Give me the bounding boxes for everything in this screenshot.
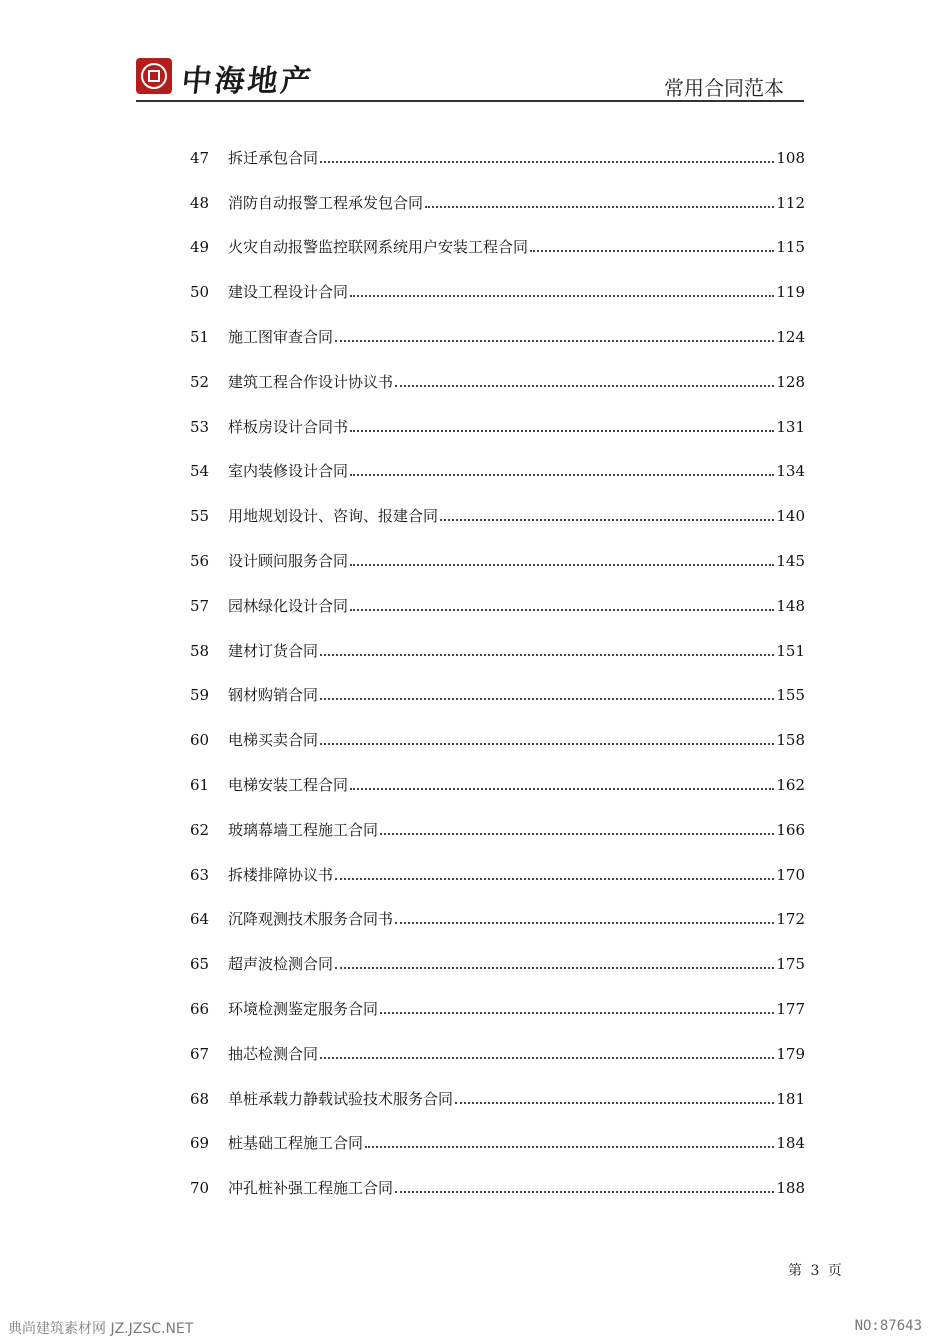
toc-entry-page: 128 [776, 372, 805, 391]
toc-entry-number: 61 [190, 776, 210, 795]
toc-entry[interactable] [190, 1166, 805, 1211]
toc-entry-title: 设计顾问服务合同 [228, 552, 349, 571]
toc-entry-page: 181 [776, 1089, 805, 1108]
toc-entry-number: 50 [190, 283, 210, 302]
toc-entry-page: 134 [776, 462, 805, 481]
toc-entry[interactable] [190, 584, 805, 629]
company-logo-text: 中海地产 [179, 64, 316, 99]
toc-dot-leader [320, 160, 774, 163]
toc-entry-title: 拆楼排障协议书 [228, 865, 334, 884]
toc-entry-title: 建材订货合同 [228, 641, 319, 660]
toc-entry-number: 60 [190, 731, 210, 750]
toc-entry-page: 172 [776, 910, 805, 929]
toc-entry[interactable] [190, 987, 805, 1032]
toc-entry[interactable] [190, 539, 805, 584]
toc-dot-leader [320, 697, 774, 700]
toc-entry-number: 48 [190, 193, 210, 212]
toc-entry-title: 电梯安装工程合同 [228, 776, 349, 795]
toc-entry[interactable] [190, 405, 805, 450]
toc-dot-leader [350, 563, 774, 566]
toc-entry-number: 68 [190, 1089, 210, 1108]
toc-entry[interactable] [190, 942, 805, 987]
toc-dot-leader [455, 1101, 774, 1104]
toc-entry-page: 151 [776, 641, 805, 660]
toc-entry-title: 单桩承载力静载试验技术服务合同 [228, 1089, 454, 1108]
toc-dot-leader [335, 966, 774, 969]
toc-entry-page: 145 [776, 552, 805, 571]
toc-entry-title: 沉降观测技术服务合同书 [228, 910, 394, 929]
toc-entry-number: 59 [190, 686, 210, 705]
toc-dot-leader [365, 1145, 774, 1148]
toc-entry-page: 177 [776, 1000, 805, 1019]
toc-entry-title: 样板房设计合同书 [228, 417, 349, 436]
toc-entry[interactable] [190, 181, 805, 226]
toc-entry[interactable] [190, 494, 805, 539]
toc-dot-leader [320, 653, 774, 656]
toc-entry-title: 室内装修设计合同 [228, 462, 349, 481]
toc-dot-leader [380, 1011, 774, 1014]
toc-entry-page: 119 [776, 283, 805, 302]
toc-dot-leader [350, 787, 774, 790]
toc-entry-page: 179 [776, 1044, 805, 1063]
toc-entry-page: 140 [776, 507, 805, 526]
toc-entry[interactable] [190, 629, 805, 674]
toc-dot-leader [320, 742, 774, 745]
page-header [136, 54, 804, 102]
toc-entry[interactable] [190, 853, 805, 898]
toc-entry-title: 建设工程设计合同 [228, 283, 349, 302]
toc-dot-leader [395, 921, 774, 924]
toc-entry[interactable] [190, 718, 805, 763]
toc-entry-page: 131 [776, 417, 805, 436]
toc-entry[interactable] [190, 136, 805, 181]
toc-entry-number: 49 [190, 238, 210, 257]
toc-dot-leader [395, 1190, 774, 1193]
toc-entry-number: 63 [190, 865, 210, 884]
toc-entry-page: 166 [776, 820, 805, 839]
toc-entry-title: 建筑工程合作设计协议书 [228, 372, 394, 391]
toc-entry[interactable] [190, 674, 805, 719]
toc-entry-page: 188 [776, 1179, 805, 1198]
toc-entry[interactable] [190, 226, 805, 271]
page-number: 第 3 页 [788, 1263, 842, 1279]
toc-entry-title: 冲孔桩补强工程施工合同 [228, 1179, 394, 1198]
toc-entry-page: 148 [776, 596, 805, 615]
toc-entry-page: 155 [776, 686, 805, 705]
toc-dot-leader [350, 473, 774, 476]
toc-entry-page: 158 [776, 731, 805, 750]
toc-entry-number: 53 [190, 417, 210, 436]
toc-entry-title: 施工图审查合同 [228, 328, 334, 347]
company-logo-icon [136, 58, 172, 94]
toc-dot-leader [425, 205, 774, 208]
header-divider [136, 100, 804, 102]
toc-entry-title: 抽芯检测合同 [228, 1044, 319, 1063]
toc-entry-number: 57 [190, 596, 210, 615]
toc-entry-title: 钢材购销合同 [228, 686, 319, 705]
toc-entry-title: 火灾自动报警监控联网系统用户安装工程合同 [228, 238, 529, 257]
toc-entry-title: 园林绿化设计合同 [228, 596, 349, 615]
watermark-site: 典尚建筑素材网 JZ.JZSC.NET [8, 1321, 194, 1337]
toc-entry[interactable] [190, 1122, 805, 1167]
toc-entry-number: 54 [190, 462, 210, 481]
toc-entry[interactable] [190, 808, 805, 853]
toc-entry-page: 108 [776, 148, 805, 167]
toc-entry[interactable] [190, 1032, 805, 1077]
toc-entry-title: 桩基础工程施工合同 [228, 1134, 364, 1153]
toc-dot-leader [335, 339, 774, 342]
toc-entry-page: 115 [776, 238, 805, 257]
toc-dot-leader [320, 1056, 774, 1059]
toc-entry-title: 消防自动报警工程承发包合同 [228, 193, 424, 212]
toc-entry-title: 用地规划设计、咨询、报建合同 [228, 507, 439, 526]
toc-entry-number: 69 [190, 1134, 210, 1153]
toc-dot-leader [350, 608, 774, 611]
toc-entry-number: 56 [190, 552, 210, 571]
toc-dot-leader [335, 877, 774, 880]
toc-entry-page: 170 [776, 865, 805, 884]
toc-entry-number: 70 [190, 1179, 210, 1198]
toc-entry[interactable] [190, 898, 805, 943]
toc-dot-leader [350, 429, 774, 432]
toc-entry[interactable] [190, 1077, 805, 1122]
toc-dot-leader [395, 384, 774, 387]
toc-entry-number: 51 [190, 328, 210, 347]
document-title: 常用合同范本 [664, 76, 784, 100]
toc-entry-number: 58 [190, 641, 210, 660]
watermark-id: NO:87643 [854, 1318, 922, 1334]
toc-entry-title: 环境检测鉴定服务合同 [228, 1000, 379, 1019]
toc-entry-number: 62 [190, 820, 210, 839]
toc-entry[interactable] [190, 360, 805, 405]
toc-entry-title: 玻璃幕墙工程施工合同 [228, 820, 379, 839]
toc-entry-page: 175 [776, 955, 805, 974]
toc-entry[interactable] [190, 763, 805, 808]
toc-entry-page: 112 [776, 193, 805, 212]
toc-entry-page: 184 [776, 1134, 805, 1153]
toc-entry-number: 67 [190, 1044, 210, 1063]
toc-dot-leader [380, 832, 774, 835]
toc-entry-number: 52 [190, 372, 210, 391]
toc-entry-number: 66 [190, 1000, 210, 1019]
toc-entry-title: 拆迁承包合同 [228, 148, 319, 167]
toc-entry[interactable] [190, 450, 805, 495]
toc-entry[interactable] [190, 270, 805, 315]
toc-entry-number: 64 [190, 910, 210, 929]
toc-entry-number: 47 [190, 148, 210, 167]
toc-entry[interactable] [190, 315, 805, 360]
toc-entry-title: 电梯买卖合同 [228, 731, 319, 750]
toc-dot-leader [350, 294, 774, 297]
toc-entry-page: 124 [776, 328, 805, 347]
toc-entry-number: 55 [190, 507, 210, 526]
toc-dot-leader [440, 518, 774, 521]
toc-entry-number: 65 [190, 955, 210, 974]
table-of-contents [190, 136, 805, 1211]
toc-entry-page: 162 [776, 776, 805, 795]
toc-entry-title: 超声波检测合同 [228, 955, 334, 974]
toc-dot-leader [530, 249, 774, 252]
